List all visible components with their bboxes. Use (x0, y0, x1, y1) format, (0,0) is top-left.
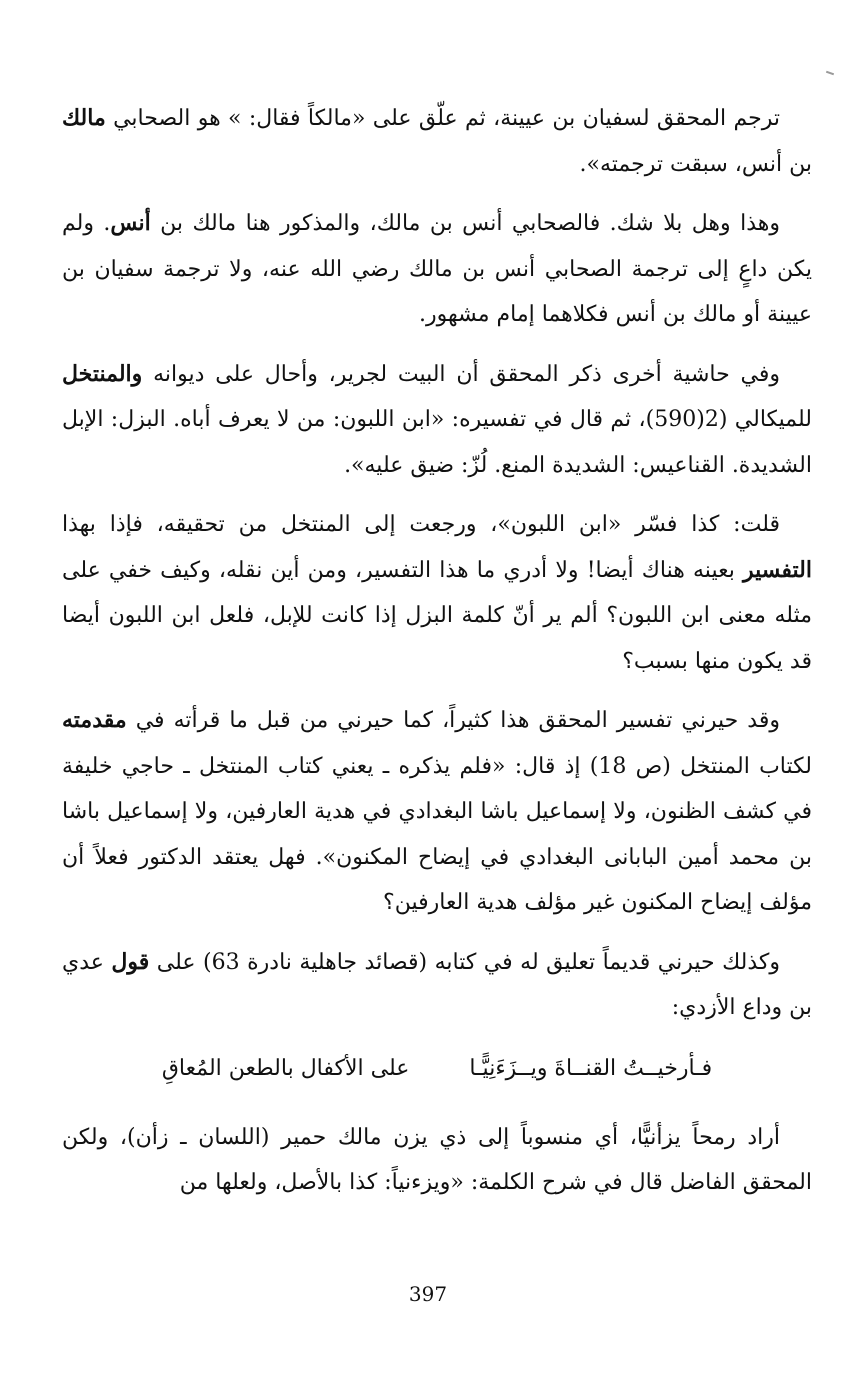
paragraph-6-bold-word: قول (111, 948, 150, 975)
paragraph-4-rest: بعينه هناك أيضا! ولا أدري ما هذا التفسير، ومن أين نقله، وكيف خفي على مثله معنى ابن اللبون؟ ألم ير أنّ كلمة البزل إذا كانت للإبل، فلعل ابن اللبون أيضا قد يكون منها بسبب؟ (62, 557, 812, 674)
paragraph-5 (62, 698, 812, 926)
paragraph-2-bold-word: أنس (110, 210, 151, 236)
paragraph-2 (62, 201, 812, 338)
paragraph-3-text: وفي حاشية أخرى ذكر المحقق أن البيت لجرير، وأحال على ديوانه (142, 361, 780, 387)
page-number: 397 (408, 1282, 448, 1306)
paragraph-5-bold-word: مقدمته (62, 707, 127, 733)
page-body (62, 96, 812, 1220)
paragraph-5-text: وقد حيرني تفسير المحقق هذا كثيراً، كما حيرني من قبل ما قرأته في (126, 708, 780, 733)
paragraph-3 (62, 352, 812, 489)
paragraph-1-rest: بن أنس، سبقت ترجمته». (579, 151, 812, 177)
paragraph-1-text: ترجم المحقق لسفيان بن عيينة، ثم علّق على «مالكاً فقال: » هو الصحابي (105, 106, 780, 131)
paragraph-3-bold-word: والمنتخل (62, 360, 143, 387)
paragraph-6-text: وكذلك حيرني قديماً تعليق له في كتابه (قصائد جاهلية نادرة 63) على (149, 949, 781, 975)
verse-second-hemistich: على الأكفال بالطعن المُعاقِ (161, 1055, 410, 1081)
paragraph-1 (62, 96, 812, 187)
closing-paragraph: أراد رمحاً يزأنيًّا، أي منسوباً إلى ذي يزن مالك حمير (اللسان ـ زأن)، ولكن المحقق الفاضل قال في شرح الكلمة: «ويزءنياً: كذا بالأصل، ولعلها من (62, 1124, 812, 1195)
paragraph-6-rest: عدي بن وداع الأزدي: (62, 949, 812, 1020)
paragraph-4-bold-word: التفسير (743, 556, 812, 583)
page-edge-mark (826, 71, 834, 76)
paragraph-4 (62, 502, 812, 684)
paragraph-2-rest: . ولم يكن داعٍ إلى ترجمة الصحابي أنس بن مالك رضي الله عنه، ولا ترجمة سفيان بن عيينة أو مالك بن أنس فكلاهما إمام مشهور. (62, 211, 812, 327)
paragraph-3-rest: للميكالي (2(590)، ثم قال في تفسيره: «ابن اللبون: من لا يعرف أباه. البزل: الإبل الشديدة. القناعيس: الشديدة المنع. لُزّ: ضيق عليه». (62, 407, 813, 478)
paragraph-2-text: وهذا وهل بلا شك. فالصحابي أنس بن مالك، والمذكور هنا مالك بن (150, 211, 780, 236)
poetry-verse (62, 1047, 812, 1091)
paragraph-4-text: قلت: كذا فسّر «ابن اللبون»، ورجعت إلى المنتخل من تحقيقه، فإذا بهذا (62, 512, 780, 537)
paragraph-6 (62, 940, 812, 1031)
verse-first-hemistich: فـأرخيــتُ القنــاةَ ويــزَءَنِيًّـا (469, 1055, 713, 1081)
paragraph-5-rest: لكتاب المنتخل (ص 18) إذ قال: «فلم يذكره ـ يعني كتاب المنتخل ـ حاجي خليفة في كشف الظنون، ولا إسماعيل باشا البغدادي في هدية العارفين، ولا إسماعيل باشا بن محمد أمين البابانى البغدادي في إيضاح المكنون». فهل يعتقد الدكتور فعلاً أن مؤلف إيضاح المكنون غير مؤلف هدية العارفين؟ (62, 753, 812, 915)
paragraph-1-bold-word: مالك (62, 105, 106, 131)
